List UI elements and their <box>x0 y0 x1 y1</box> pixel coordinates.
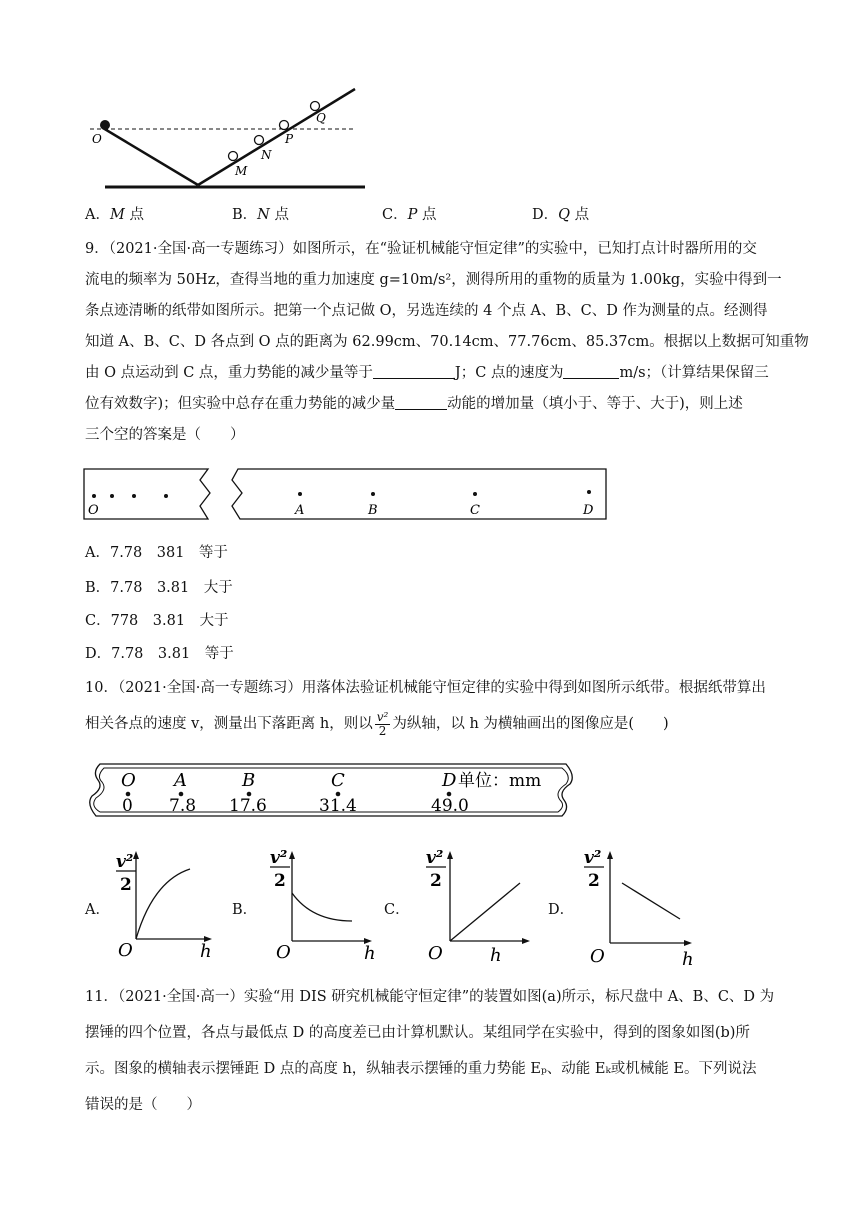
q8-label-q: Q <box>316 111 326 125</box>
q9-line-5: 由 O 点运动到 C 点，重力势能的减少量等于 J；C 点的速度为 m/s；（计算结果保留三 <box>85 358 785 389</box>
q10-option-a[interactable]: A． <box>85 902 110 918</box>
q9-question <box>85 234 809 451</box>
q11-line-1: 11．（2021·全国·高一）实验“用 DIS 研究机械能守恒定律”的装置如图(a)所示，标尺盘中 A、B、C、D 为 <box>85 989 775 1005</box>
q10-graph-a-y-label: v² <box>116 852 134 872</box>
q10-graph-d-origin: O <box>590 946 605 967</box>
q10-option-c[interactable]: C． <box>384 902 410 918</box>
q9-tape-label-o: O <box>88 503 99 518</box>
q9-blank-3[interactable] <box>395 393 447 410</box>
q8-option-a[interactable]: A．M 点 <box>85 207 144 223</box>
q10-graph-d-x-label: h <box>682 949 694 968</box>
q11-line-4: 错误的是（ ） <box>85 1097 201 1113</box>
q10-option-b[interactable]: B． <box>232 902 258 918</box>
q8-label-p: P <box>285 132 294 146</box>
q10-tape-letter-c: C <box>331 770 345 791</box>
q10-tape-letter-b: B <box>242 770 256 791</box>
q10-graph-a-y-den: 2 <box>120 875 132 895</box>
q10-graph-a-origin: O <box>118 940 133 961</box>
q10-graph-b-x-label: h <box>364 943 376 963</box>
q10-tape-letter-a: A <box>174 770 187 791</box>
q10-tape-figure <box>86 760 576 822</box>
q9-tape-label-c: C <box>470 503 480 518</box>
q10-graph-c-y-label: v² <box>426 848 444 868</box>
q8-label-o: O <box>92 132 102 146</box>
q10-tape-letter-d: D <box>442 770 457 791</box>
q8-option-b[interactable]: B．N 点 <box>232 207 289 223</box>
q9-line-2: 流电的频率为 50Hz，查得当地的重力加速度 g=10m/s²，测得所用的重物的质量为 1.00kg，实验中得到一 <box>85 272 782 288</box>
q9-option-d[interactable]: D．7.78 3.81 等于 <box>85 646 234 662</box>
q10-graph-b[interactable] <box>264 843 384 963</box>
q9-tape-label-d: D <box>583 503 594 518</box>
q10-graph-c-x-label: h <box>490 945 502 963</box>
q8-option-c[interactable]: C．P 点 <box>382 207 437 223</box>
q9-option-c[interactable]: C．778 3.81 大于 <box>85 613 229 629</box>
q9-line-6: 位有效数字)；但实验中总存在重力势能的减少量 动能的增加量（填小于、等于、大于)，则上述 <box>85 389 785 420</box>
q11-line-2: 摆锤的四个位置，各点与最低点 D 的高度差已由计算机默认。某组同学在实验中，得到的图象如图(b)所 <box>85 1025 750 1041</box>
q10-graph-d[interactable] <box>584 843 704 968</box>
q10-question <box>85 670 785 742</box>
q9-line-1: 9．（2021·全国·高一专题练习）如图所示，在“验证机械能守恒定律”的实验中，已知打点计时器所用的交 <box>85 241 757 257</box>
q10-option-d[interactable]: D． <box>548 902 575 918</box>
q10-tape-unit: 单位：mm <box>458 771 542 791</box>
q9-option-a[interactable]: A．7.78 381 等于 <box>85 545 228 561</box>
q9-tape-figure <box>82 466 612 526</box>
q10-tape-letter-o: O <box>121 770 136 791</box>
q10-graph-a-x-label: h <box>200 941 212 962</box>
q10-graph-d-y-label: v² <box>584 848 602 868</box>
q10-graph-c-origin: O <box>428 943 443 963</box>
q10-graph-b-y-den: 2 <box>274 871 286 891</box>
q9-line-3: 条点迹清晰的纸带如图所示。把第一个点记做 O，另选连续的 4 个点 A、B、C、D 作为测量的点。经测得 <box>85 303 768 319</box>
q9-line-7: 三个空的答案是（ ） <box>85 427 245 443</box>
q9-tape-label-b: B <box>368 503 378 518</box>
q8-figure <box>85 80 375 195</box>
q10-tape-value-c: 31.4 <box>319 796 357 816</box>
q8-label-m: M <box>235 164 248 178</box>
q11-line-3: 示。图象的横轴表示摆锤距 D 点的高度 h，纵轴表示摆锤的重力势能 Eₚ、动能 Eₖ或机械能 E。下列说法 <box>85 1061 757 1077</box>
q8-option-d[interactable]: D．Q 点 <box>532 207 590 223</box>
q10-fraction: $\frac{\text{v²}}{2}$ <box>376 709 389 738</box>
q9-blank-2[interactable] <box>563 362 619 379</box>
q9-tape-label-a: A <box>295 503 305 518</box>
q10-tape-value-d: 49.0 <box>431 796 469 816</box>
q11-question <box>85 979 785 1123</box>
q10-graph-d-y-den: 2 <box>588 871 600 891</box>
q10-tape-value-o: 0 <box>122 796 133 816</box>
q9-option-b[interactable]: B．7.78 3.81 大于 <box>85 580 233 596</box>
q10-graph-b-origin: O <box>276 942 291 963</box>
q10-graph-c[interactable] <box>420 843 540 963</box>
q10-line-1: 10．（2021·全国·高一专题练习）用落体法验证机械能守恒定律的实验中得到如图所示纸带。根据纸带算出 <box>85 680 766 696</box>
q8-label-n: N <box>261 148 272 162</box>
q10-graph-c-y-den: 2 <box>430 871 442 891</box>
q10-graph-b-y-label: v² <box>270 848 288 868</box>
q10-line-2: 相关各点的速度 v，测量出下落距离 h，则以 $\frac{\text{v²}}{2}$ 为纵轴，以 h 为横轴画出的图像应是( ) <box>85 709 669 738</box>
q10-tape-value-b: 17.6 <box>229 796 267 816</box>
q10-graph-a[interactable] <box>108 843 218 963</box>
q9-blank-1[interactable] <box>373 362 455 379</box>
q10-tape-value-a: 7.8 <box>169 796 197 816</box>
q9-line-4: 知道 A、B、C、D 各点到 O 点的距离为 62.99cm、70.14cm、77.76cm、85.37cm。根据以上数据可知重物 <box>85 334 809 350</box>
